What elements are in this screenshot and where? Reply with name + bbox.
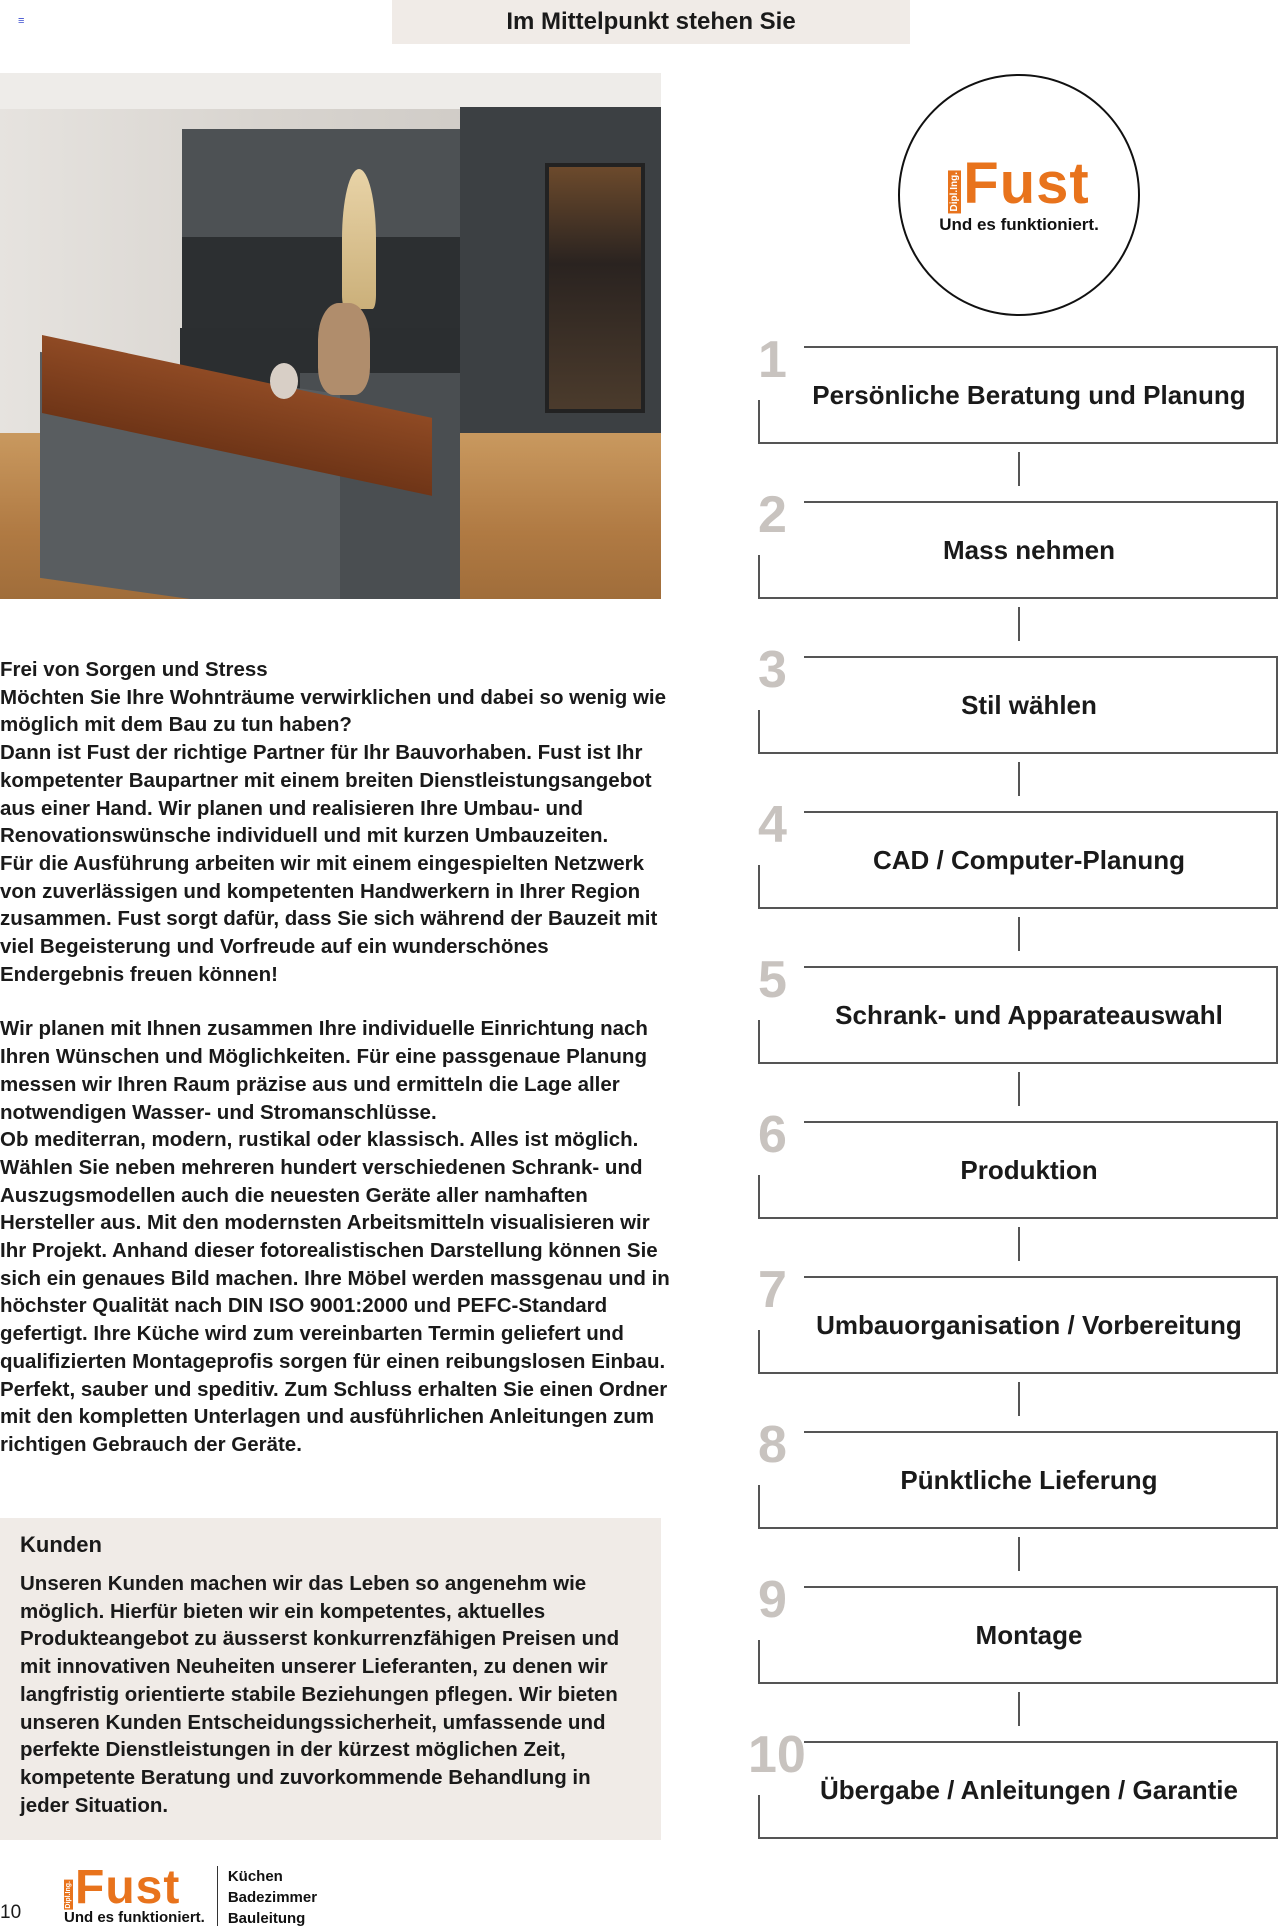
step-7 bbox=[758, 1261, 1278, 1374]
footer-logo-dipl: Dipl.Ing. bbox=[65, 1880, 72, 1909]
step-connector bbox=[1018, 607, 1020, 641]
step-5 bbox=[758, 951, 1278, 1064]
kunden-box bbox=[0, 1518, 661, 1840]
footer-logo-tagline: Und es funktioniert. bbox=[64, 1909, 205, 1927]
step-number: 5 bbox=[758, 951, 787, 1009]
step-number: 10 bbox=[748, 1726, 806, 1784]
step-connector bbox=[1018, 917, 1020, 951]
step-number: 3 bbox=[758, 641, 787, 699]
article-paragraph: Ob mediterran, modern, rustikal oder klassisch. Alles ist möglich. Wählen Sie neben mehreren hundert verschiedenen Schrank- und Auszugsmodellen auch die neuesten Geräte aller namhaften Hersteller aus. Mit den modernsten Arbeitsmitteln visualisieren wir Ihr Projekt. Anhand dieser fotorealistischen Darstellung können Sie sich ein genaues Bild machen. Ihre Möbel werden massgenau und in höchster Qualität nach DIN ISO 9001:2000 und PEFC-Standard gefertigt. Ihre Küche wird zum vereinbarten Termin geliefert und qualifizierten Montageprofis sorgen für einen reibungslosen Einbau. Perfekt, sauber und speditiv. Zum Schluss erhalten Sie einen Ordner mit den kompletten Unterlagen und ausführlichen Anleitungen zum richtigen Gebrauch der Geräte. bbox=[0, 1128, 670, 1456]
step-connector bbox=[1018, 1537, 1020, 1571]
step-label: CAD / Computer-Planung bbox=[873, 844, 1185, 875]
article-paragraph: Möchten Sie Ihre Wohnträume verwirklichen und dabei so wenig wie möglich mit dem Bau zu tun haben? bbox=[0, 685, 666, 737]
logo-wordmark: Fust bbox=[963, 151, 1090, 216]
step-6 bbox=[758, 1106, 1278, 1219]
step-number: 7 bbox=[758, 1261, 787, 1319]
step-number: 8 bbox=[758, 1416, 787, 1474]
kitchen-photo bbox=[0, 73, 661, 599]
footer-category: Küchen bbox=[227, 1868, 283, 1885]
footer-category: Bauleitung bbox=[227, 1910, 306, 1927]
page-number: 10 bbox=[0, 1902, 22, 1923]
step-label: Mass nehmen bbox=[943, 534, 1115, 565]
article-paragraph: Für die Ausführung arbeiten wir mit einem eingespielten Netzwerk von zuverlässigen und kompetenten Handwerkern in Ihrer Region zusammen. Fust sorgt dafür, dass Sie sich während der Bauzeit mit viel Begeisterung und Vorfreude auf ein wunderschönes Endergebnis freuen können! bbox=[0, 851, 658, 986]
step-label: Übergabe / Anleitungen / Garantie bbox=[820, 1774, 1238, 1805]
step-label: Schrank- und Apparateauswahl bbox=[835, 999, 1223, 1030]
step-number: 2 bbox=[758, 486, 787, 544]
step-label: Umbauorganisation / Vorbereitung bbox=[816, 1309, 1242, 1340]
step-label: Persönliche Beratung und Planung bbox=[812, 379, 1246, 410]
article-body bbox=[0, 656, 670, 1459]
step-connector bbox=[1018, 1692, 1020, 1726]
step-number: 9 bbox=[758, 1571, 787, 1629]
step-connector bbox=[1018, 1072, 1020, 1106]
step-8 bbox=[758, 1416, 1278, 1529]
step-number: 1 bbox=[758, 331, 787, 389]
article-paragraph: Dann ist Fust der richtige Partner für Ihr Bauvorhaben. Fust ist Ihr kompetenter Baupartner mit einem breiten Dienstleistungsangebot aus einer Hand. Wir planen und realisieren Ihre Umbau- und Renovationswünsche individuell und mit kurzen Umbauzeiten. bbox=[0, 741, 652, 848]
article-paragraph: Wir planen mit Ihnen zusammen Ihre individuelle Einrichtung nach Ihren Wünschen und Möglichkeiten. Für eine passgenaue Planung messen wir Ihren Raum präzise aus und ermitteln die Lage aller notwendigen Wasser- und Stromanschlüsse. bbox=[0, 1017, 648, 1124]
footer-logo bbox=[64, 1861, 318, 1929]
header-band bbox=[392, 0, 910, 44]
step-connector bbox=[1018, 1227, 1020, 1261]
step-label: Pünktliche Lieferung bbox=[900, 1464, 1158, 1495]
page-title: Im Mittelpunkt stehen Sie bbox=[506, 8, 796, 35]
menu-icon[interactable]: ≡ bbox=[18, 15, 25, 27]
article-heading: Frei von Sorgen und Stress bbox=[0, 658, 268, 681]
kunden-text: Unseren Kunden machen wir das Leben so angenehm wie möglich. Hierfür bieten wir ein kompetentes, aktuelles Produkteangebot zu äusserst konkurrenzfähigen Preisen und mit innovativen Neuheiten unserer Lieferanten, zu denen wir langfristig orientierte stabile Beziehungen pflegen. Wir bieten unseren Kunden Entscheidungssicherheit, umfassende und perfekte Dienstleistungen in der kürzest möglichen Zeit, kompetente Beratung und zuvorkommende Behandlung in jeder Situation. bbox=[20, 1572, 620, 1817]
step-number: 4 bbox=[758, 796, 787, 854]
logo-tagline: Und es funktioniert. bbox=[939, 215, 1099, 234]
fust-logo bbox=[898, 74, 1140, 316]
step-10 bbox=[748, 1726, 1278, 1839]
step-label: Stil wählen bbox=[961, 689, 1097, 720]
step-1 bbox=[758, 331, 1278, 444]
step-9 bbox=[758, 1571, 1278, 1684]
kunden-heading: Kunden bbox=[20, 1532, 102, 1557]
step-label: Montage bbox=[975, 1619, 1083, 1650]
logo-dipl: Dipl.Ing. bbox=[949, 171, 961, 211]
step-label: Produktion bbox=[960, 1154, 1098, 1185]
footer-logo-wordmark: Fust bbox=[75, 1861, 181, 1914]
footer-categories bbox=[228, 1866, 317, 1929]
step-3 bbox=[758, 641, 1278, 754]
step-number: 6 bbox=[758, 1106, 787, 1164]
footer-category: Badezimmer bbox=[227, 1889, 318, 1906]
step-connector bbox=[1018, 1382, 1020, 1416]
step-4 bbox=[758, 796, 1278, 909]
step-connector bbox=[1018, 762, 1020, 796]
step-2 bbox=[758, 486, 1278, 599]
step-connector bbox=[1018, 452, 1020, 486]
